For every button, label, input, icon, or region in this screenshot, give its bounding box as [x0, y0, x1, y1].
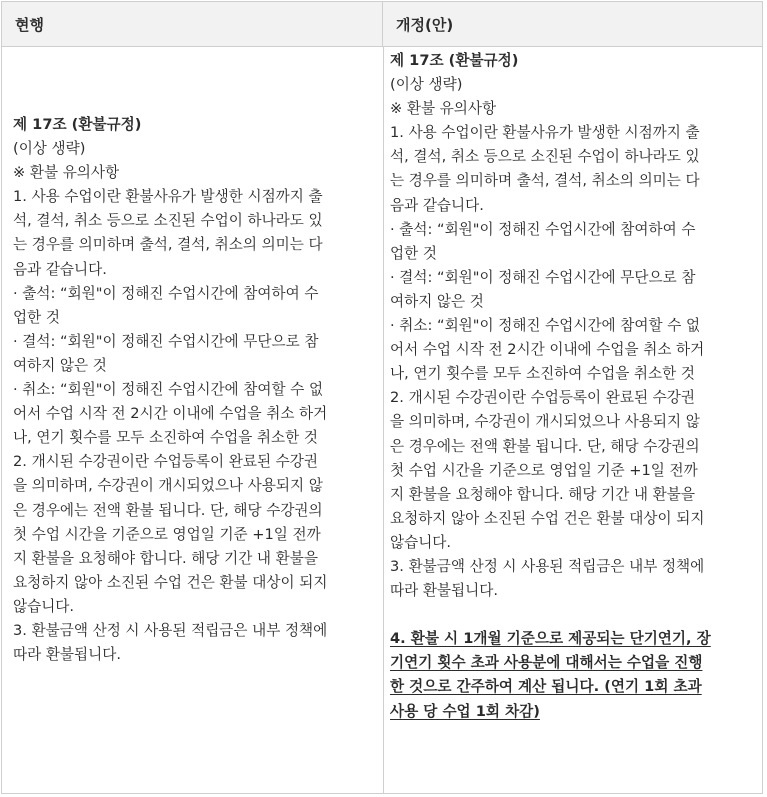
text-line: 지 환불을 요청해야 합니다. 해당 기간 내 환불을	[13, 549, 318, 567]
text-line: 음과 같습니다.	[13, 260, 107, 278]
text-line: 업한 것	[390, 244, 437, 262]
text-line: 요청하지 않아 소진된 수업 건은 환불 대상이 되지	[13, 573, 328, 591]
text-line: (이상 생략)	[390, 76, 463, 94]
table-header-row	[2, 2, 762, 47]
text-line: ※ 환불 유의사항	[390, 100, 497, 118]
revised-new-clause	[390, 627, 755, 723]
text-line: 따라 환불됩니다.	[390, 582, 498, 600]
text-line: (이상 생략)	[13, 140, 86, 158]
text-line: 을 의미하며, 수강권이 개시되었으나 사용되지 않	[13, 477, 323, 495]
text-line: · 출석: “회원"이 정해진 수업시간에 참여하여 수	[390, 220, 696, 238]
text-line: 지 환불을 요청해야 합니다. 해당 기간 내 환불을	[390, 485, 695, 503]
text-line: 첫 수업 시간을 기준으로 영업일 기준 +1일 전까	[390, 461, 698, 479]
text-line: 어서 수업 시작 전 2시간 이내에 수업을 취소 하거	[390, 341, 705, 359]
text-line: 여하지 않은 것	[13, 356, 107, 374]
current-text-cell	[13, 113, 369, 667]
revised-body	[390, 73, 755, 603]
new-clause-text: 4. 환불 시 1개월 기준으로 제공되는 단기연기, 장	[390, 630, 711, 648]
text-line: · 결석: “회원"이 정해진 수업시간에 무단으로 참	[390, 268, 696, 286]
header-current: 현행	[2, 2, 383, 46]
revised-text-cell	[390, 49, 755, 724]
text-line: 첫 수업 시간을 기준으로 영업일 기준 +1일 전까	[13, 525, 321, 543]
text-line: 업한 것	[13, 308, 60, 326]
text-line: 석, 결석, 취소 등으로 소진된 수업이 하나라도 있	[13, 212, 323, 230]
new-clause-line	[390, 675, 755, 699]
current-article-title: 제 17조 (환불규정)	[13, 116, 142, 133]
text-line: · 취소: “회원"이 정해진 수업시간에 참여할 수 없	[390, 317, 701, 335]
text-line: 요청하지 않아 소진된 수업 건은 환불 대상이 되지	[390, 509, 705, 527]
text-line: 3. 환불금액 산정 시 사용된 적립금은 내부 정책에	[390, 557, 705, 575]
text-line: 2. 개시된 수강권이란 수업등록이 완료된 수강권	[390, 389, 695, 407]
text-line: 않습니다.	[390, 533, 452, 551]
spacer	[390, 603, 755, 627]
current-body	[13, 137, 369, 667]
new-clause-text: 기연기 횟수 초과 사용분에 대해서는 수업을 진행	[390, 654, 703, 672]
new-clause-line	[390, 651, 755, 675]
text-line: 음과 같습니다.	[390, 196, 484, 214]
text-line: · 취소: “회원"이 정해진 수업시간에 참여할 수 없	[13, 381, 324, 399]
text-line: · 결석: “회원"이 정해진 수업시간에 무단으로 참	[13, 332, 319, 350]
text-line: 1. 사용 수업이란 환불사유가 발생한 시점까지 출	[13, 188, 323, 206]
text-line: 여하지 않은 것	[390, 292, 484, 310]
text-line: 않습니다.	[13, 597, 75, 615]
text-line: 은 경우에는 전액 환불 됩니다. 단, 해당 수강권의	[13, 501, 323, 519]
new-clause-text: 사용 당 수업 1회 차감)	[390, 702, 540, 720]
new-clause-text: 한 것으로 간주하여 계산 됩니다. (연기 1회 초과	[390, 678, 702, 696]
text-line: 어서 수업 시작 전 2시간 이내에 수업을 취소 하거	[13, 405, 328, 423]
text-line: 는 경우를 의미하며 출석, 결석, 취소의 의미는 다	[13, 236, 323, 254]
text-line: 1. 사용 수업이란 환불사유가 발생한 시점까지 출	[390, 124, 700, 142]
revised-article-title: 제 17조 (환불규정)	[390, 52, 519, 69]
column-divider	[383, 46, 384, 794]
text-line: 을 의미하며, 수강권이 개시되었으나 사용되지 않	[390, 413, 700, 431]
text-line: 석, 결석, 취소 등으로 소진된 수업이 하나라도 있	[390, 148, 700, 166]
text-line: 나, 연기 횟수를 모두 소진하여 수업을 취소한 것	[390, 365, 695, 383]
text-line: 3. 환불금액 산정 시 사용된 적립금은 내부 정책에	[13, 621, 328, 639]
text-line: · 출석: “회원"이 정해진 수업시간에 참여하여 수	[13, 284, 319, 302]
text-line: 따라 환불됩니다.	[13, 646, 121, 664]
header-revised: 개정(안)	[396, 16, 454, 34]
text-line: 나, 연기 횟수를 모두 소진하여 수업을 취소한 것	[13, 429, 318, 447]
new-clause-line	[390, 627, 755, 651]
new-clause-line	[390, 700, 755, 724]
text-line: 은 경우에는 전액 환불 됩니다. 단, 해당 수강권의	[390, 437, 700, 455]
text-line: 2. 개시된 수강권이란 수업등록이 완료된 수강권	[13, 453, 318, 471]
text-line: 는 경우를 의미하며 출석, 결석, 취소의 의미는 다	[390, 172, 700, 190]
text-line: ※ 환불 유의사항	[13, 164, 120, 182]
